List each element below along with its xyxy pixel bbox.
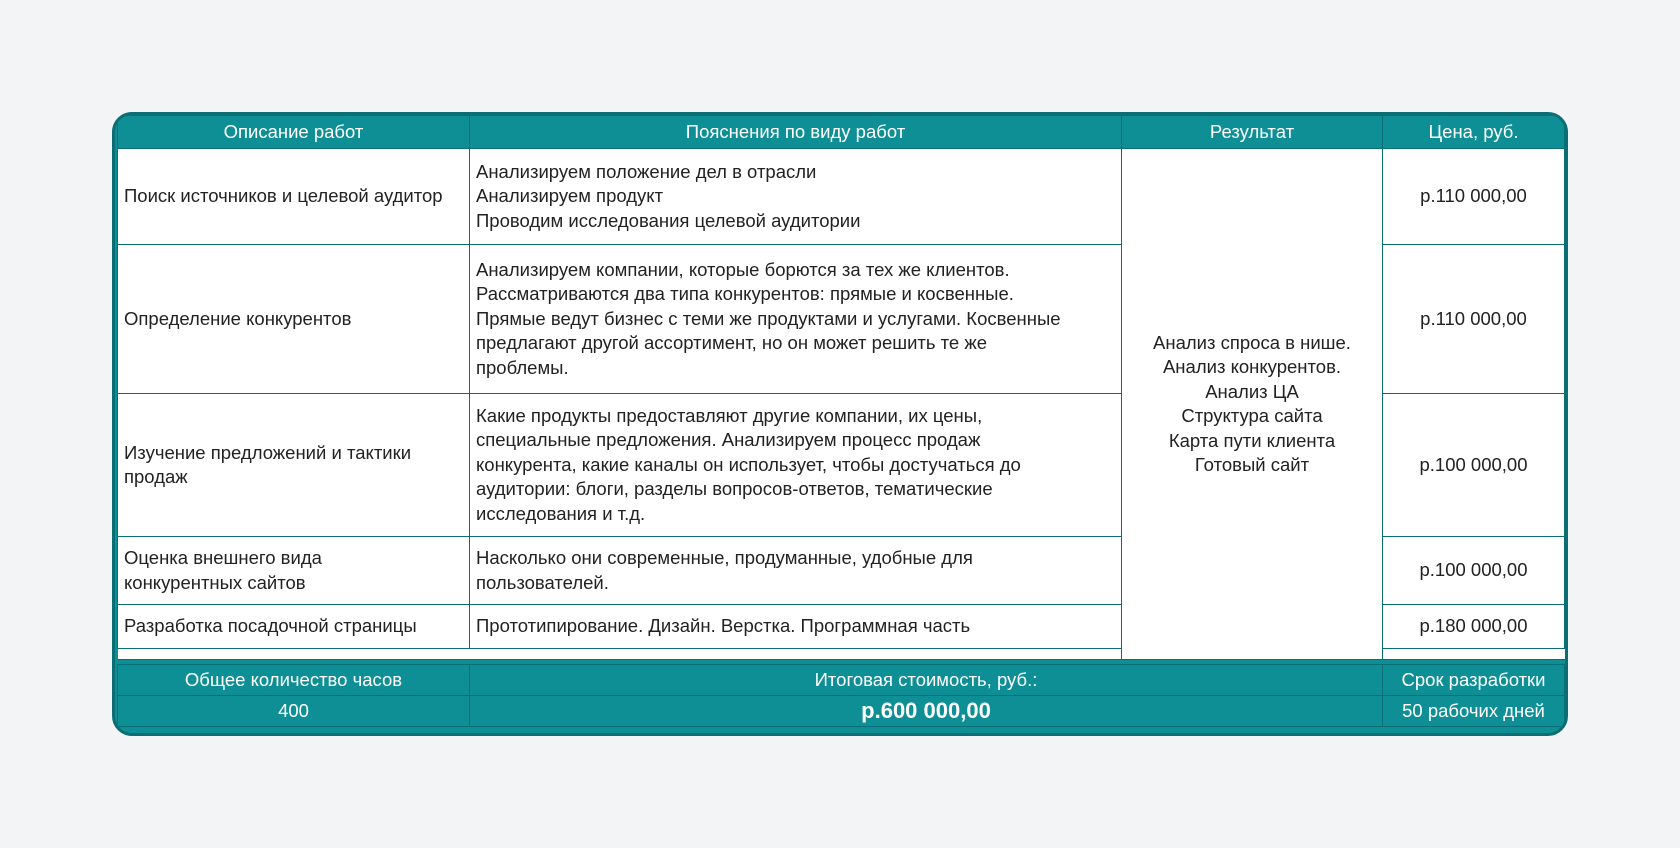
spacer-cell: [1383, 649, 1565, 660]
table-header-row: [118, 116, 1565, 149]
explanation-line: Рассматриваются два типа конкурентов: прямые и косвенные.: [476, 283, 1014, 305]
header-price: Цена, руб.: [1383, 116, 1565, 149]
explanation-line: Проводим исследования целевой аудитории: [476, 209, 861, 231]
table-row: [118, 149, 1565, 245]
summary-label-row: [118, 665, 1565, 696]
row-explanation: [470, 537, 1122, 605]
explanation-line: Анализируем продукт: [476, 185, 664, 207]
row-explanation: [470, 394, 1122, 537]
explanation-line: Анализируем компании, которые борются за тех же клиентов.: [476, 258, 1010, 280]
hours-value: 400: [118, 696, 470, 727]
explanation-line: пользователей.: [476, 571, 609, 593]
row-price: р.100 000,00: [1383, 537, 1565, 605]
description-line: Изучение предложений и тактики: [124, 441, 412, 463]
explanation-line: Какие продукты предоставляют другие компании, их цены,: [476, 404, 983, 426]
description-line: продаж: [124, 466, 188, 487]
row-price: р.100 000,00: [1383, 394, 1565, 537]
total-value: р.600 000,00: [470, 696, 1383, 727]
spacer-cell: [118, 649, 470, 660]
explanation-line: конкурента, какие каналы он использует, чтобы достучаться до: [476, 453, 1021, 475]
explanation-line: исследования и т.д.: [476, 502, 646, 524]
row-explanation: [470, 245, 1122, 394]
deadline-label: Срок разработки: [1383, 665, 1565, 696]
explanation-line: проблемы.: [476, 356, 569, 378]
description-line: Оценка внешнего вида: [124, 547, 322, 568]
row-description: [118, 394, 470, 537]
spacer-cell: [470, 649, 1122, 660]
row-description: Поиск источников и целевой аудитор: [118, 149, 470, 245]
row-price: р.180 000,00: [1383, 605, 1565, 649]
explanation-line: Насколько они современные, продуманные, удобные для: [476, 547, 973, 568]
hours-label: Общее количество часов: [118, 665, 470, 696]
row-explanation: [470, 149, 1122, 245]
header-description: Описание работ: [118, 116, 470, 149]
result-line: Готовый сайт: [1194, 454, 1310, 475]
row-explanation: [470, 605, 1122, 649]
header-explanation: Пояснения по виду работ: [470, 116, 1122, 149]
result-line: Структура сайта: [1181, 405, 1323, 426]
result-line: Анализ конкурентов.: [1162, 356, 1342, 377]
header-result: Результат: [1122, 116, 1383, 149]
row-description: [118, 537, 470, 605]
deadline-value: 50 рабочих дней: [1383, 696, 1565, 727]
result-line: Анализ ЦА: [1205, 380, 1299, 402]
explanation-line: Прямые ведут бизнес с теми же продуктами и услугами. Косвенные: [476, 307, 1061, 329]
row-price: р.110 000,00: [1383, 149, 1565, 245]
row-description: Определение конкурентов: [118, 245, 470, 394]
explanation-line: предлагают другой ассортимент, но он может решить те же: [476, 332, 988, 354]
total-label: Итоговая стоимость, руб.:: [470, 665, 1383, 696]
explanation-line: Анализируем положение дел в отрасли: [476, 160, 817, 182]
result-cell: [1122, 149, 1383, 660]
row-description: Разработка посадочной страницы: [118, 605, 470, 649]
result-line: Карта пути клиента: [1168, 429, 1336, 451]
pricing-table-card: [112, 112, 1568, 736]
explanation-line: аудитории: блоги, разделы вопросов-ответов, тематические: [476, 478, 993, 500]
result-line: Анализ спроса в нише.: [1153, 331, 1351, 353]
description-line: конкурентных сайтов: [124, 571, 306, 593]
pricing-table: [117, 115, 1565, 727]
explanation-line: специальные предложения. Анализируем процесс продаж: [476, 429, 981, 451]
explanation-line: Прототипирование. Дизайн. Верстка. Программная часть: [476, 615, 971, 637]
row-price: р.110 000,00: [1383, 245, 1565, 394]
summary-value-row: [118, 696, 1565, 727]
